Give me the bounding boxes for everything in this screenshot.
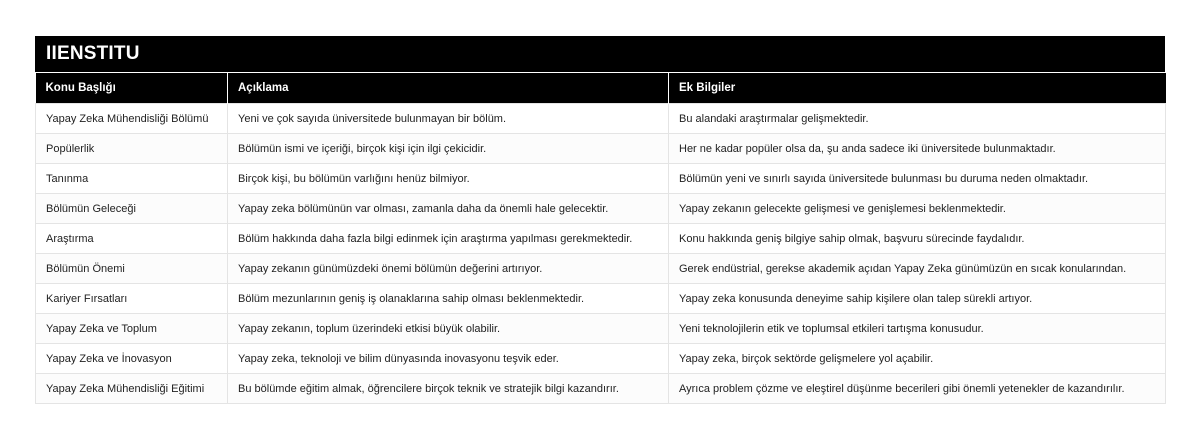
cell-extra-info: Yeni teknolojilerin etik ve toplumsal etkileri tartışma konusudur. <box>669 314 1166 344</box>
table-row <box>36 224 1166 254</box>
cell-description: Yapay zekanın günümüzdeki önemi bölümün değerini artırıyor. <box>228 254 669 284</box>
cell-extra-info: Gerek endüstrial, gerekse akademik açıdan Yapay Zeka günümüzün en sıcak konularından. <box>669 254 1166 284</box>
info-table <box>35 72 1166 404</box>
cell-topic: Bölümün Önemi <box>36 254 228 284</box>
cell-description: Yapay zeka, teknoloji ve bilim dünyasında inovasyonu teşvik eder. <box>228 344 669 374</box>
table-row <box>36 344 1166 374</box>
table-row <box>36 134 1166 164</box>
cell-extra-info: Konu hakkında geniş bilgiye sahip olmak, başvuru sürecinde faydalıdır. <box>669 224 1166 254</box>
table-row <box>36 314 1166 344</box>
cell-topic: Tanınma <box>36 164 228 194</box>
cell-description: Yapay zeka bölümünün var olması, zamanla daha da önemli hale gelecektir. <box>228 194 669 224</box>
cell-extra-info: Bu alandaki araştırmalar gelişmektedir. <box>669 104 1166 134</box>
cell-topic: Popülerlik <box>36 134 228 164</box>
cell-extra-info: Yapay zeka konusunda deneyime sahip kişilere olan talep sürekli artıyor. <box>669 284 1166 314</box>
cell-extra-info: Her ne kadar popüler olsa da, şu anda sadece iki üniversitede bulunmaktadır. <box>669 134 1166 164</box>
cell-topic: Yapay Zeka Mühendisliği Bölümü <box>36 104 228 134</box>
cell-description: Yeni ve çok sayıda üniversitede bulunmayan bir bölüm. <box>228 104 669 134</box>
cell-description: Bölüm mezunlarının geniş iş olanaklarına sahip olması beklenmektedir. <box>228 284 669 314</box>
cell-description: Bölümün ismi ve içeriği, birçok kişi için ilgi çekicidir. <box>228 134 669 164</box>
cell-description: Bu bölümde eğitim almak, öğrencilere birçok teknik ve stratejik bilgi kazandırır. <box>228 374 669 404</box>
table-row <box>36 104 1166 134</box>
table-row <box>36 194 1166 224</box>
column-header-topic: Konu Başlığı <box>36 73 228 104</box>
cell-description: Birçok kişi, bu bölümün varlığını henüz bilmiyor. <box>228 164 669 194</box>
cell-extra-info: Yapay zekanın gelecekte gelişmesi ve genişlemesi beklenmektedir. <box>669 194 1166 224</box>
table-header-row <box>36 73 1166 104</box>
cell-extra-info: Ayrıca problem çözme ve eleştirel düşünme becerileri gibi önemli yetenekler de kazandırılır. <box>669 374 1166 404</box>
cell-topic: Araştırma <box>36 224 228 254</box>
cell-topic: Yapay Zeka ve Toplum <box>36 314 228 344</box>
content-table-card <box>35 36 1165 404</box>
cell-description: Yapay zekanın, toplum üzerindeki etkisi büyük olabilir. <box>228 314 669 344</box>
cell-topic: Bölümün Geleceği <box>36 194 228 224</box>
table-row <box>36 284 1166 314</box>
table-row <box>36 254 1166 284</box>
cell-extra-info: Yapay zeka, birçok sektörde gelişmelere yol açabilir. <box>669 344 1166 374</box>
cell-topic: Yapay Zeka ve İnovasyon <box>36 344 228 374</box>
column-header-description: Açıklama <box>228 73 669 104</box>
cell-description: Bölüm hakkında daha fazla bilgi edinmek için araştırma yapılması gerekmektedir. <box>228 224 669 254</box>
cell-extra-info: Bölümün yeni ve sınırlı sayıda üniversitede bulunması bu duruma neden olmaktadır. <box>669 164 1166 194</box>
brand-title: IIENSTITU <box>35 36 1165 72</box>
column-header-extra-info: Ek Bilgiler <box>669 73 1166 104</box>
cell-topic: Kariyer Fırsatları <box>36 284 228 314</box>
table-row <box>36 164 1166 194</box>
table-row <box>36 374 1166 404</box>
cell-topic: Yapay Zeka Mühendisliği Eğitimi <box>36 374 228 404</box>
